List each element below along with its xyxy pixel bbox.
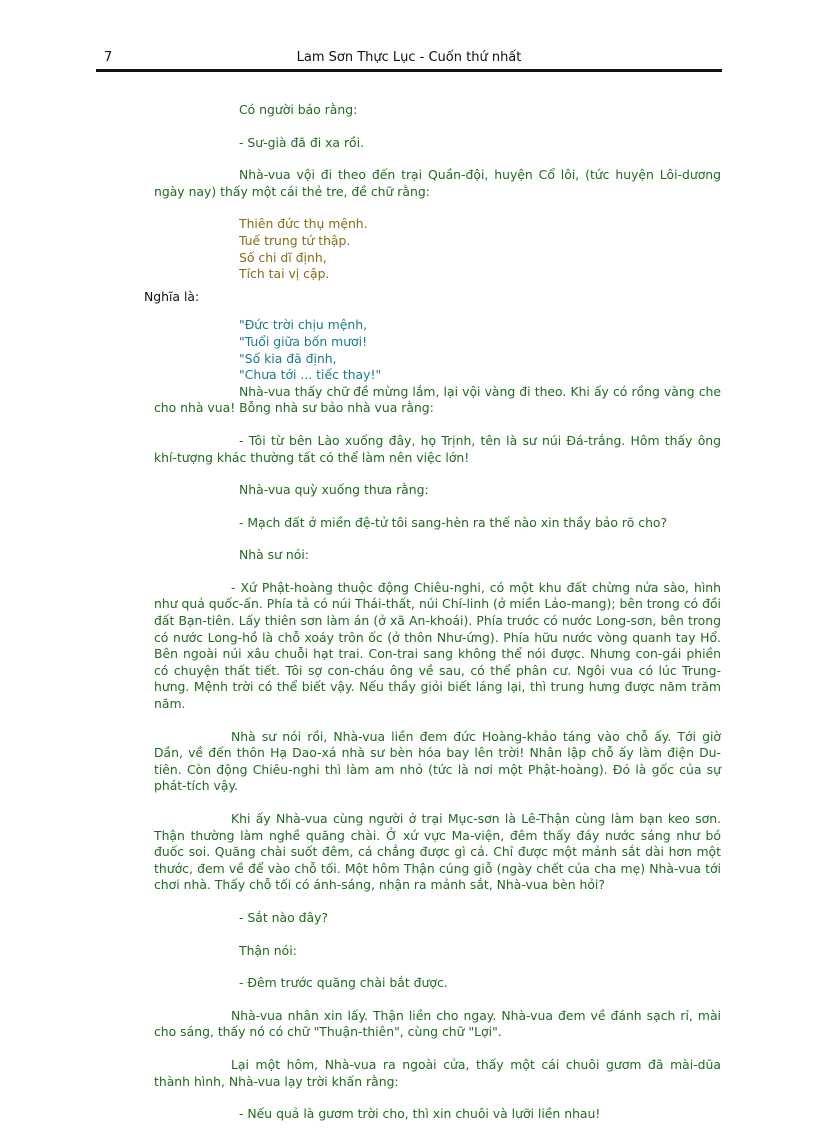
- translation-line: "Chưa tới ... tiếc thay!": [239, 367, 382, 383]
- paragraph: Nhà-vua quỳ xuống thưa rằng:: [239, 482, 429, 498]
- paragraph: - Đêm trước quăng chài bắt được.: [239, 975, 448, 991]
- paragraph: Nhà-vua thấy chữ đề mừng lắm, lại vội vàng đi theo. Khi ấy có rồng vàng che cho nhà vua! Bỗng nhà sư bảo nhà vua rằng:: [154, 383, 721, 416]
- translation-line: "Tuổi giữa bốn mươi!: [239, 333, 368, 349]
- paragraph: Nhà sư nói:: [239, 547, 309, 563]
- paragraph: - Sắt nào đây?: [239, 909, 328, 925]
- paragraph: Nhà-vua nhân xin lấy. Thận liền cho ngay. Nhà-vua đem về đánh sạch rỉ, mài cho sáng, thấy nó có chữ "Thuận-thiên", cùng chữ "Lợi".: [154, 1007, 721, 1040]
- poem-block: [239, 216, 721, 282]
- paragraph: - Nếu quả là gươm trời cho, thì xin chuôi và lưỡi liền nhau!: [239, 1106, 601, 1122]
- running-title: Lam Sơn Thực Lục - Cuốn thứ nhất: [296, 50, 522, 65]
- paragraph: - Tôi từ bên Lào xuống đây, họ Trịnh, tên là sư núi Đá-trắng. Hôm thấy ông khí-tượng khác thường tất có thể làm nên việc lớn!: [154, 432, 721, 465]
- paragraph: Có người báo rằng:: [239, 102, 358, 117]
- paragraph: - Xứ Phật-hoàng thuộc động Chiêu-nghi, có một khu đất chừng nửa sào, hình như quả quốc-ấn. Phía tả có núi Thái-thất, núi Chí-linh (ở miền Lảo-mang); bên trong có đồi đất Bạn-tiên. Lấy thiên sơn làm án (ở xã An-khoái). Phía trước có nước Long-sơn, bên trong có nước Long-hồ là chỗ xoáy trôn ốc (ở thôn Như-ứng). Phía hữu nước vòng quanh tay Hổ. Bên ngoài núi xâu chuỗi hạt trai. Con-trai sang không thể nói được. Nhưng con-gái phiền có chuyện thất tiết. Tôi sợ con-cháu ông về sau, có thể phân cư. Ngôi vua có lúc Trung-hưng. Mệnh trời có thể biết vậy. Nếu thầy giỏi biết láng lại, thì trung hưng được năm trăm năm.: [154, 579, 721, 712]
- poem-line: Số chi dĩ định,: [239, 249, 327, 265]
- translation-line: "Đức trời chịu mệnh,: [239, 317, 368, 333]
- page-number: 7: [104, 50, 113, 65]
- translation-line: "Số kia đã định,: [239, 350, 337, 366]
- paragraph: Lại một hôm, Nhà-vua ra ngoài cửa, thấy một cái chuôi gươm đã mài-dũa thành hình, Nhà-vua lạy trời khấn rằng:: [154, 1056, 721, 1089]
- document-body: [144, 102, 721, 1139]
- translation-block: [239, 317, 721, 383]
- header-rule: [96, 69, 722, 72]
- paragraph: - Mạch đất ở miền đệ-tử tôi sang-hèn ra thế nào xin thầy bảo rõ cho?: [239, 514, 668, 530]
- paragraph: Khi ấy Nhà-vua cùng người ở trại Mục-sơn là Lê-Thận cùng làm bạn keo sơn. Thận thường làm nghề quăng chài. Ở xứ vực Ma-viện, đêm thấy đáy nước sáng như bó đuốc soi. Quăng chài suốt đêm, cá chẳng được gì cả. Chỉ được một mảnh sắt dài hơn một thước, đem về để vào chỗ tối. Một hôm Thận cúng giỗ (ngày chết của cha mẹ) Nhà-vua tới chơi nhà. Thấy chỗ tối có ánh-sáng, nhận ra mảnh sắt, Nhà-vua bèn hỏi?: [154, 811, 721, 893]
- paragraph: - Sư-già đã đi xa rồi.: [239, 134, 365, 150]
- paragraph: Nhà-vua vội đi theo đến trại Quần-đội, huyện Cổ lôi, (tức huyện Lôi-dương ngày nay) thấy một cái thẻ tre, đề chữ rằng:: [154, 167, 721, 199]
- meaning-label: Nghĩa là:: [144, 288, 200, 304]
- paragraph: Nhà sư nói rồi, Nhà-vua liền đem đức Hoàng-khảo táng vào chỗ ấy. Tới giờ Dần, về đến thôn Hạ Dao-xá nhà sư bèn hóa bay lên trời! Nhân lập chỗ ấy làm điện Du-tiên. Còn động Chiêu-nghi thì làm am nhỏ (tức là nơi một Phật-hoàng). Đó là gốc của sự phát-tích vậy.: [154, 728, 721, 794]
- paragraph: Thận nói:: [239, 942, 297, 958]
- page-header: [96, 50, 722, 68]
- poem-line: Tích tai vị cập.: [239, 266, 330, 282]
- poem-line: Thiên đức thụ mệnh.: [239, 216, 368, 232]
- poem-line: Tuế trung tứ thập.: [239, 232, 351, 248]
